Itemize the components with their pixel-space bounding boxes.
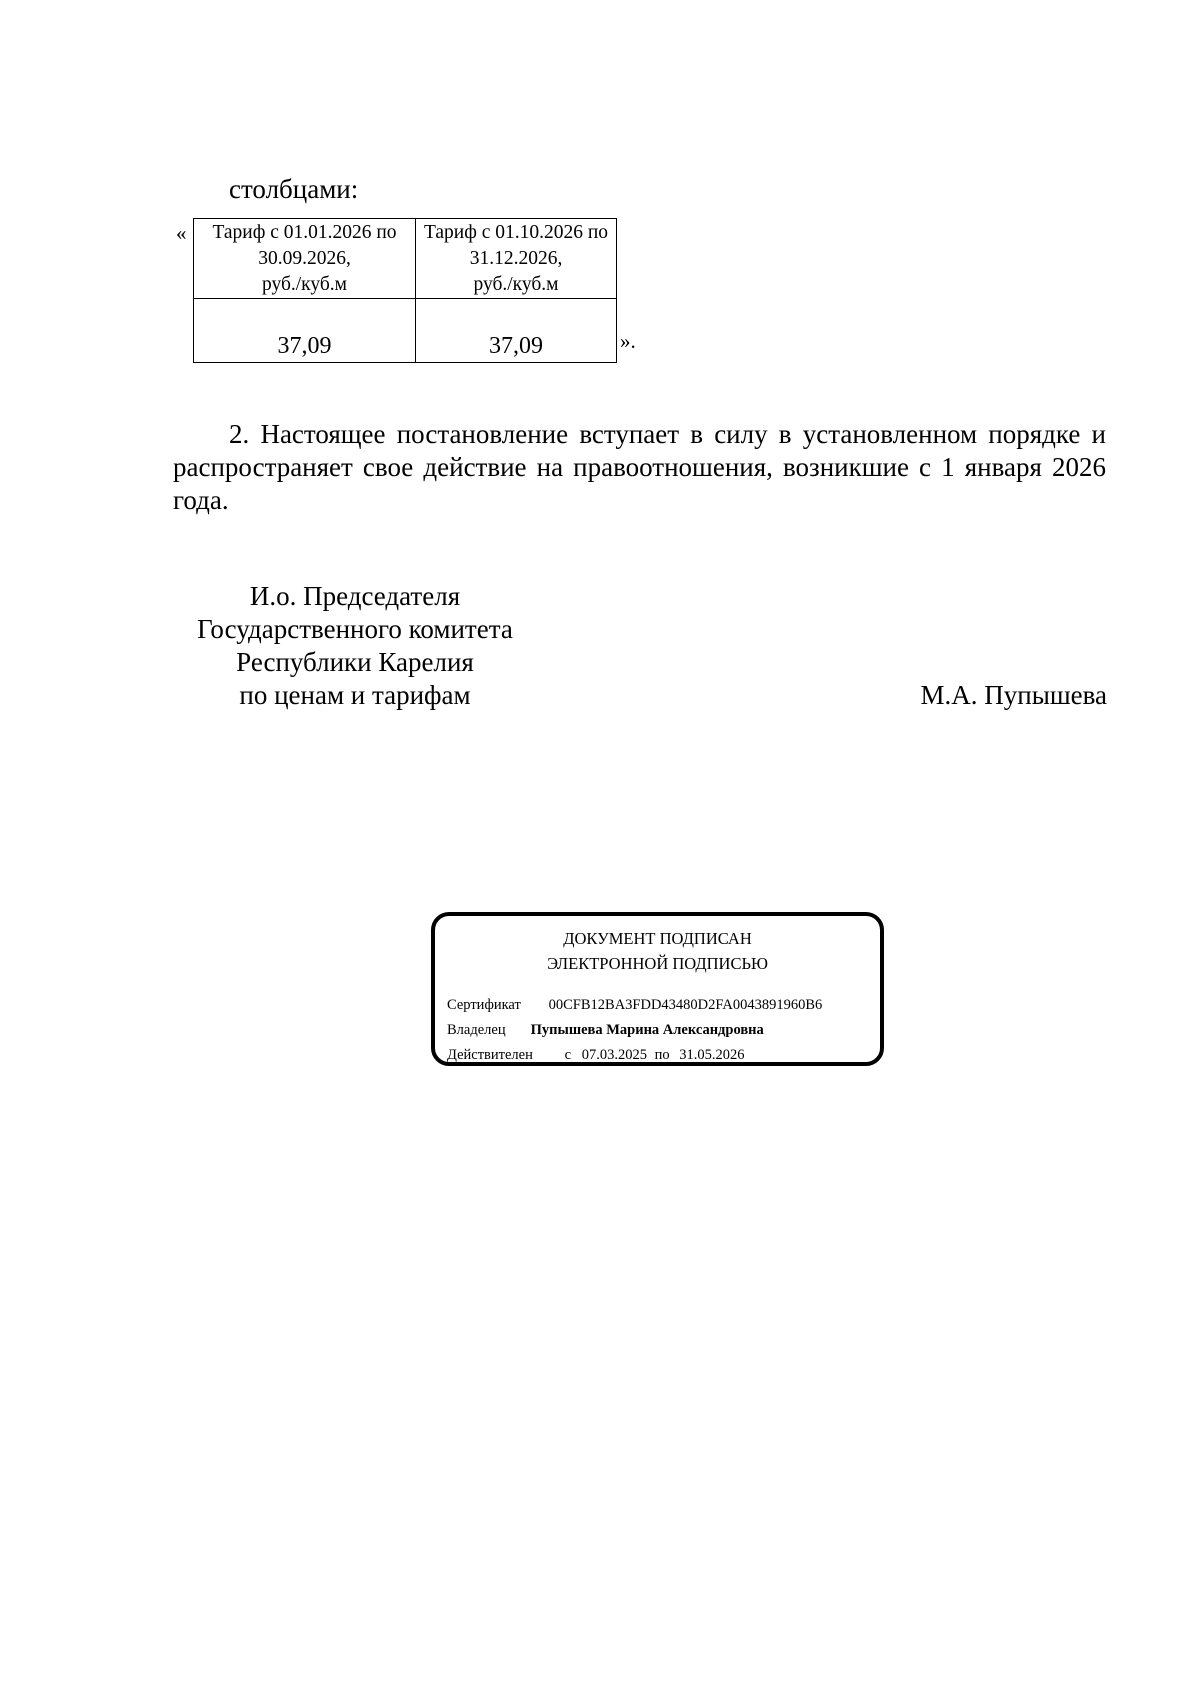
signatory-position-line: И.о. Председателя xyxy=(249,581,461,611)
stamp-valid-label: Действителен xyxy=(447,1047,533,1063)
tariff-value-period-2: 37,09 xyxy=(416,299,617,363)
tariff-table-header-row xyxy=(194,219,617,299)
tariff-header-period-2 xyxy=(416,219,617,299)
tariff-table-row xyxy=(194,299,617,363)
intro-text: столбцами: xyxy=(229,174,359,204)
stamp-certificate-label: Сертификат xyxy=(447,997,521,1013)
e-signature-stamp xyxy=(431,912,884,1066)
stamp-owner-row xyxy=(447,1020,764,1040)
signatory-position-line: Республики Карелия xyxy=(236,647,474,677)
quote-open-mark: « xyxy=(176,221,187,245)
tariff-value-period-1: 37,09 xyxy=(194,299,416,363)
stamp-validity-row xyxy=(447,1045,744,1065)
signatory-position xyxy=(180,580,530,712)
stamp-title xyxy=(435,926,880,976)
tariff-header-line: 30.09.2026, xyxy=(258,247,351,269)
stamp-title-line: ДОКУМЕНТ ПОДПИСАН xyxy=(563,929,752,948)
quote-close-mark: ». xyxy=(620,329,636,353)
stamp-title-line: ЭЛЕКТРОННОЙ ПОДПИСЬЮ xyxy=(547,954,768,973)
stamp-certificate-row xyxy=(447,995,822,1015)
tariff-header-line: 31.12.2026, xyxy=(469,247,563,269)
tariff-header-line: руб./куб.м xyxy=(261,273,348,295)
stamp-owner-value: Пупышева Марина Александровна xyxy=(530,1022,764,1038)
tariff-table xyxy=(193,218,617,363)
tariff-header-period-1 xyxy=(194,219,416,299)
signatory-position-line: Государственного комитета xyxy=(197,614,513,644)
tariff-header-line: Тариф с 01.01.2026 по xyxy=(212,221,397,243)
tariff-header-line: руб./куб.м xyxy=(473,273,559,295)
stamp-valid-to-prefix: по xyxy=(654,1047,670,1063)
signatory-position-line: по ценам и тарифам xyxy=(239,680,471,710)
stamp-owner-label: Владелец xyxy=(447,1022,506,1038)
stamp-valid-from: 07.03.2025 xyxy=(581,1047,647,1063)
stamp-valid-from-prefix: с xyxy=(564,1047,572,1063)
paragraph-2: 2. Настоящее постановление вступает в силу в установленном порядке и распространяет свое действие на правоотношения, возникшие с 1 января 2026 года. xyxy=(173,419,1106,515)
stamp-valid-to: 31.05.2026 xyxy=(679,1047,745,1063)
stamp-certificate-value: 00CFB12BA3FDD43480D2FA0043891960B6 xyxy=(548,997,823,1013)
signer-name: М.А. Пупышева xyxy=(920,680,1107,710)
tariff-header-line: Тариф с 01.10.2026 по xyxy=(423,221,609,243)
